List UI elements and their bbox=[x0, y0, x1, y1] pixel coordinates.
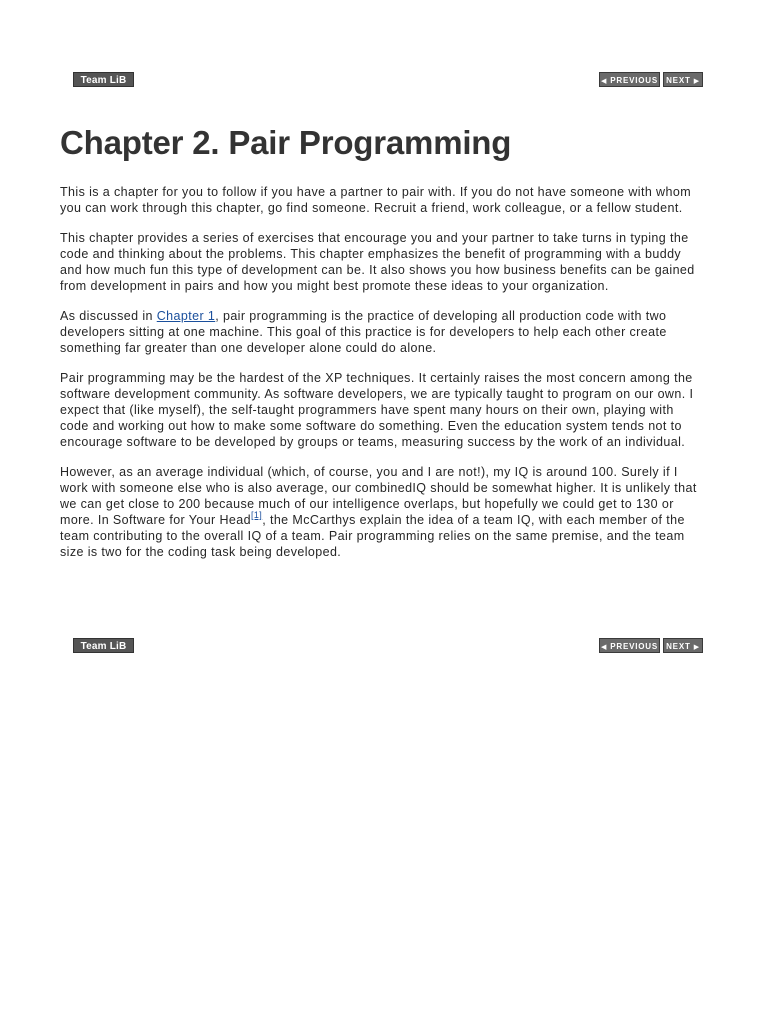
previous-button-bottom[interactable] bbox=[599, 638, 660, 653]
paragraph-5-text-end: , the McCarthys explain the idea of a team IQ, with each member of the team contributing to the overall IQ of a team. Pair programming relies on the same premise, and the team size is two for the coding task being developed. bbox=[60, 513, 685, 559]
previous-label-bottom: PREVIOUS bbox=[610, 642, 658, 651]
paragraph-1: This is a chapter for you to follow if you have a partner to pair with. If you do not have someone with whom you can work through this chapter, go find someone. Recruit a friend, work colleague, or a fellow student. bbox=[60, 185, 692, 215]
triangle-left-icon: ◀ bbox=[601, 644, 608, 651]
paragraph-5-text-start: However, as an average individual (which, of course, you and I are not!), my IQ is around 100. Surely if I work with someone else who is also average, our combinedIQ should be somewhat higher. It is unlikely that we can get close to 200 because much of our intelligence overlaps, but hopefully we could get to 130 or more. In Software for Your Head bbox=[60, 465, 697, 527]
chapter-body bbox=[60, 184, 705, 574]
next-label: NEXT bbox=[666, 76, 691, 85]
page-title: Chapter 2. Pair Programming bbox=[60, 124, 512, 161]
top-nav-bar bbox=[73, 72, 703, 88]
paragraph-3-text-end: , pair programming is the practice of developing all production code with two developers sitting at one machine. This goal of this practice is for developers to help each other create something far greater than one developer alone could do alone. bbox=[60, 309, 667, 355]
paragraph-2: This chapter provides a series of exercises that encourage you and your partner to take turns in typing the code and thinking about the problems. This chapter emphasizes the benefit of programming with a buddy and how much fun this type of development can be. It also shows you how business benefits can be gained from development in pairs and how you might best promote these ideas to your organization. bbox=[60, 231, 695, 293]
chapter-1-link[interactable]: Chapter 1 bbox=[156, 309, 216, 323]
footnote-1-link[interactable]: [1] bbox=[250, 510, 263, 520]
triangle-left-icon: ◀ bbox=[601, 78, 608, 85]
previous-label: PREVIOUS bbox=[610, 76, 658, 85]
team-lib-badge: Team LiB bbox=[73, 72, 134, 87]
next-button[interactable] bbox=[663, 72, 703, 87]
previous-button[interactable] bbox=[599, 72, 660, 87]
paragraph-3 bbox=[60, 308, 705, 356]
paragraph-5 bbox=[60, 464, 705, 560]
paragraph-4: Pair programming may be the hardest of the XP techniques. It certainly raises the most concern among the software development community. As software developers, we are typically taught to program on our own. I expect that (like myself), the self-taught programmers have spent many hours on their own, playing with code and working out how to make some software do something. Even the education system tends not to encourage software to be developed by groups or teams, measuring success by the work of an individual. bbox=[60, 371, 694, 449]
team-lib-badge-bottom: Team LiB bbox=[73, 638, 134, 653]
next-button-bottom[interactable] bbox=[663, 638, 703, 653]
next-label-bottom: NEXT bbox=[666, 642, 691, 651]
triangle-right-icon: ▶ bbox=[693, 78, 700, 85]
paragraph-3-text-start: As discussed in bbox=[60, 309, 157, 323]
triangle-right-icon: ▶ bbox=[693, 644, 700, 651]
bottom-nav-bar bbox=[73, 638, 703, 654]
